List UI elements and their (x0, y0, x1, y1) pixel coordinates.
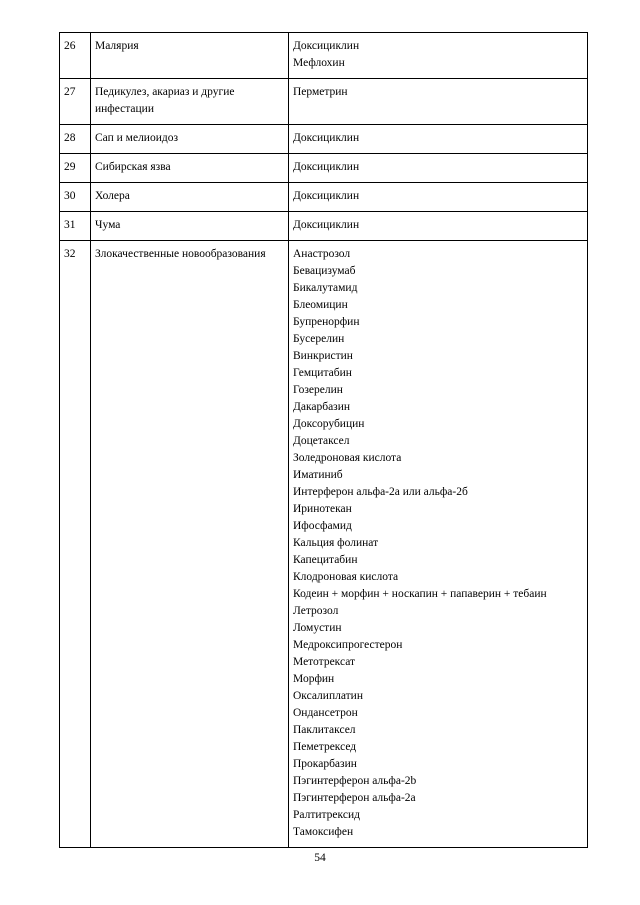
drug-item: Паклитаксел (293, 724, 356, 736)
drug-item: Винкристин (293, 350, 353, 362)
drug-item: Перметрин (293, 86, 348, 98)
disease-name: Педикулез, акариаз и другие инфестации (91, 79, 289, 125)
drug-list (289, 154, 588, 183)
drug-item: Блеомицин (293, 299, 348, 311)
drug-list (289, 241, 588, 848)
drug-list (289, 33, 588, 79)
drug-item: Мефлохин (293, 57, 345, 69)
drug-item: Доксициклин (293, 161, 360, 173)
drug-item: Иматиниб (293, 469, 343, 481)
table-row (60, 33, 588, 79)
drug-item: Кодеин + морфин + носкапин + папаверин + тебаин (293, 588, 547, 600)
drug-item: Доксициклин (293, 132, 360, 144)
drug-list (289, 183, 588, 212)
drug-item: Кальция фолинат (293, 537, 379, 549)
drug-item: Золедроновая кислота (293, 452, 402, 464)
drug-item: Бевацизумаб (293, 265, 356, 277)
drug-item: Метотрексат (293, 656, 356, 668)
row-number: 32 (60, 241, 91, 848)
disease-name: Сап и мелиоидоз (91, 125, 289, 154)
disease-name: Злокачественные новообразования (91, 241, 289, 848)
drug-item: Пэгинтерферон альфа-2b (293, 775, 417, 787)
drug-item: Дакарбазин (293, 401, 351, 413)
drug-list (289, 79, 588, 125)
drug-item: Капецитабин (293, 554, 358, 566)
table-row (60, 125, 588, 154)
drug-item: Доцетаксел (293, 435, 350, 447)
row-number: 26 (60, 33, 91, 79)
drug-item: Ралтитрексид (293, 809, 360, 821)
drug-item: Оксалиплатин (293, 690, 363, 702)
drug-item: Клодроновая кислота (293, 571, 399, 583)
drug-item: Интерферон альфа-2а или альфа-2б (293, 486, 468, 498)
drug-item: Гозерелин (293, 384, 343, 396)
drug-item: Гемцитабин (293, 367, 352, 379)
drug-list (289, 125, 588, 154)
drug-item: Доксициклин (293, 190, 360, 202)
disease-name: Малярия (91, 33, 289, 79)
drug-table (59, 32, 588, 848)
drug-item: Бусерелин (293, 333, 345, 345)
drug-item: Бикалутамид (293, 282, 358, 294)
table-row (60, 241, 588, 848)
table-row (60, 212, 588, 241)
disease-name: Холера (91, 183, 289, 212)
row-number: 27 (60, 79, 91, 125)
table-row (60, 154, 588, 183)
drug-item: Ломустин (293, 622, 342, 634)
drug-item: Тамоксифен (293, 826, 354, 838)
row-number: 28 (60, 125, 91, 154)
row-number: 30 (60, 183, 91, 212)
row-number: 31 (60, 212, 91, 241)
drug-item: Доксорубицин (293, 418, 365, 430)
disease-name: Чума (91, 212, 289, 241)
drug-item: Доксициклин (293, 40, 360, 52)
drug-item: Доксициклин (293, 219, 360, 231)
drug-item: Медроксипрогестерон (293, 639, 403, 651)
drug-item: Иринотекан (293, 503, 352, 515)
drug-item: Прокарбазин (293, 758, 357, 770)
table-row (60, 79, 588, 125)
drug-item: Пеметрексед (293, 741, 357, 753)
disease-name: Сибирская язва (91, 154, 289, 183)
drug-item: Бупренорфин (293, 316, 360, 328)
drug-list (289, 212, 588, 241)
row-number: 29 (60, 154, 91, 183)
table-row (60, 183, 588, 212)
drug-item: Ифосфамид (293, 520, 352, 532)
table-body (60, 33, 588, 848)
drug-item: Морфин (293, 673, 335, 685)
drug-item: Ондансетрон (293, 707, 358, 719)
drug-item: Летрозол (293, 605, 339, 617)
drug-item: Анастрозол (293, 248, 351, 260)
page-number: 54 (314, 852, 326, 864)
drug-item: Пэгинтерферон альфа-2а (293, 792, 416, 804)
